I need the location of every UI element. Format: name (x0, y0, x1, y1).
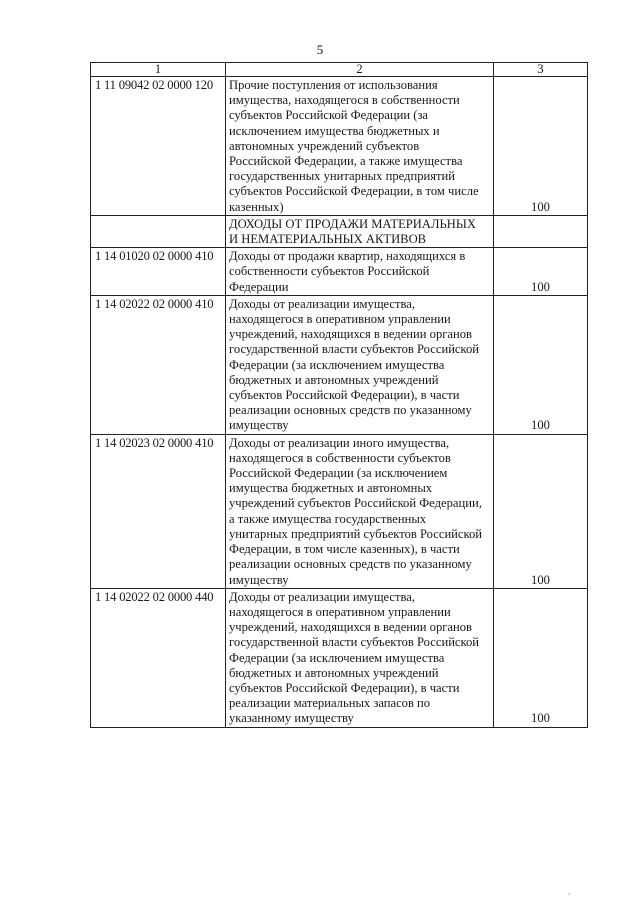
budget-code-cell: 1 14 01020 02 0000 410 (91, 248, 226, 296)
description-line: бюджетных и автономных учреждений (229, 372, 439, 387)
description-cell (226, 77, 494, 216)
description-line: реализации основных средств по указанному (229, 557, 472, 572)
description-line: унитарных предприятий субъектов Российской (229, 526, 483, 541)
description-line: государственной власти субъектов Российской (229, 635, 480, 650)
table-header-row (91, 63, 588, 77)
section-row (91, 215, 588, 247)
description-cell (226, 295, 494, 434)
description-line: исключением имущества бюджетных и (229, 123, 440, 138)
column-header-code: 1 (91, 63, 226, 77)
page-number: 5 (316, 42, 324, 57)
description-line: а также имущества государственных (229, 511, 427, 526)
description-line: находящегося в собственности субъектов (229, 450, 451, 465)
description-line: находящегося в оперативном управлении (229, 312, 451, 327)
normative-value-cell: 100 (494, 248, 588, 296)
description-line: учреждений субъектов Российской Федерации, (229, 496, 482, 511)
budget-code-cell: 1 11 09042 02 0000 120 (91, 77, 226, 216)
description-line: государственной власти субъектов Российской (229, 342, 480, 357)
table-row (91, 77, 588, 216)
description-line: Прочие поступления от использования (229, 78, 438, 92)
description-line: субъектов Российской Федерации (за (229, 108, 429, 123)
code-cell-empty (91, 215, 226, 247)
description-line: имуществу (229, 418, 289, 433)
description-line: имуществу (229, 572, 289, 587)
description-line: Федерации (за исключением имущества (229, 650, 445, 665)
column-header-description: 2 (226, 63, 494, 77)
description-line: Доходы от реализации иного имущества, (229, 435, 450, 450)
description-line: учреждений, находящихся в ведении органов (229, 327, 473, 342)
normative-value-cell: 100 (494, 434, 588, 588)
table-row (91, 434, 588, 588)
description-line: Российской Федерации (за исключением (229, 466, 448, 481)
description-line: Доходы от реализации имущества, (229, 296, 416, 311)
description-line: государственных унитарных предприятий (229, 169, 456, 184)
description-line: субъектов Российской Федерации), в части (229, 680, 460, 695)
description-line: имущества, находящегося в собственности (229, 93, 460, 108)
description-line: собственности субъектов Российской (229, 264, 430, 279)
normative-value-cell: 100 (494, 295, 588, 434)
column-header-value: 3 (494, 63, 588, 77)
table-row (91, 588, 588, 727)
budget-code-cell: 1 14 02023 02 0000 410 (91, 434, 226, 588)
budget-code-cell: 1 14 02022 02 0000 410 (91, 295, 226, 434)
description-cell (226, 588, 494, 727)
description-line: Федерации (за исключением имущества (229, 357, 445, 372)
description-line: Российской Федерации, а также имущества (229, 154, 463, 169)
table-row (91, 295, 588, 434)
scan-mark: , (568, 886, 571, 896)
revenue-table (90, 62, 588, 728)
description-line: Федерации (229, 279, 289, 294)
description-line: автономных учреждений субъектов (229, 138, 420, 153)
description-line: бюджетных и автономных учреждений (229, 665, 439, 680)
description-line: субъектов Российской Федерации, в том числе (229, 184, 479, 199)
value-cell-empty (494, 215, 588, 247)
section-title-line: И НЕМАТЕРИАЛЬНЫХ АКТИВОВ (229, 232, 427, 247)
description-line: указанному имуществу (229, 711, 354, 726)
table-row (91, 248, 588, 296)
description-cell (226, 248, 494, 296)
description-line: реализации основных средств по указанному (229, 403, 472, 418)
normative-value-cell: 100 (494, 588, 588, 727)
description-line: учреждений, находящихся в ведении органов (229, 620, 473, 635)
description-line: казенных) (229, 199, 284, 214)
description-line: Доходы от продажи квартир, находящихся в (229, 249, 466, 264)
section-title-line: ДОХОДЫ ОТ ПРОДАЖИ МАТЕРИАЛЬНЫХ (229, 216, 476, 231)
description-line: субъектов Российской Федерации), в части (229, 388, 460, 403)
table-body (91, 77, 588, 728)
description-line: находящегося в оперативном управлении (229, 604, 451, 619)
description-line: имущества бюджетных и автономных (229, 481, 433, 496)
description-line: реализации материальных запасов по (229, 696, 431, 711)
normative-value-cell: 100 (494, 77, 588, 216)
section-title (226, 215, 494, 247)
description-line: Доходы от реализации имущества, (229, 589, 416, 604)
description-cell (226, 434, 494, 588)
description-line: Федерации, в том числе казенных), в части (229, 542, 460, 557)
budget-code-cell: 1 14 02022 02 0000 440 (91, 588, 226, 727)
